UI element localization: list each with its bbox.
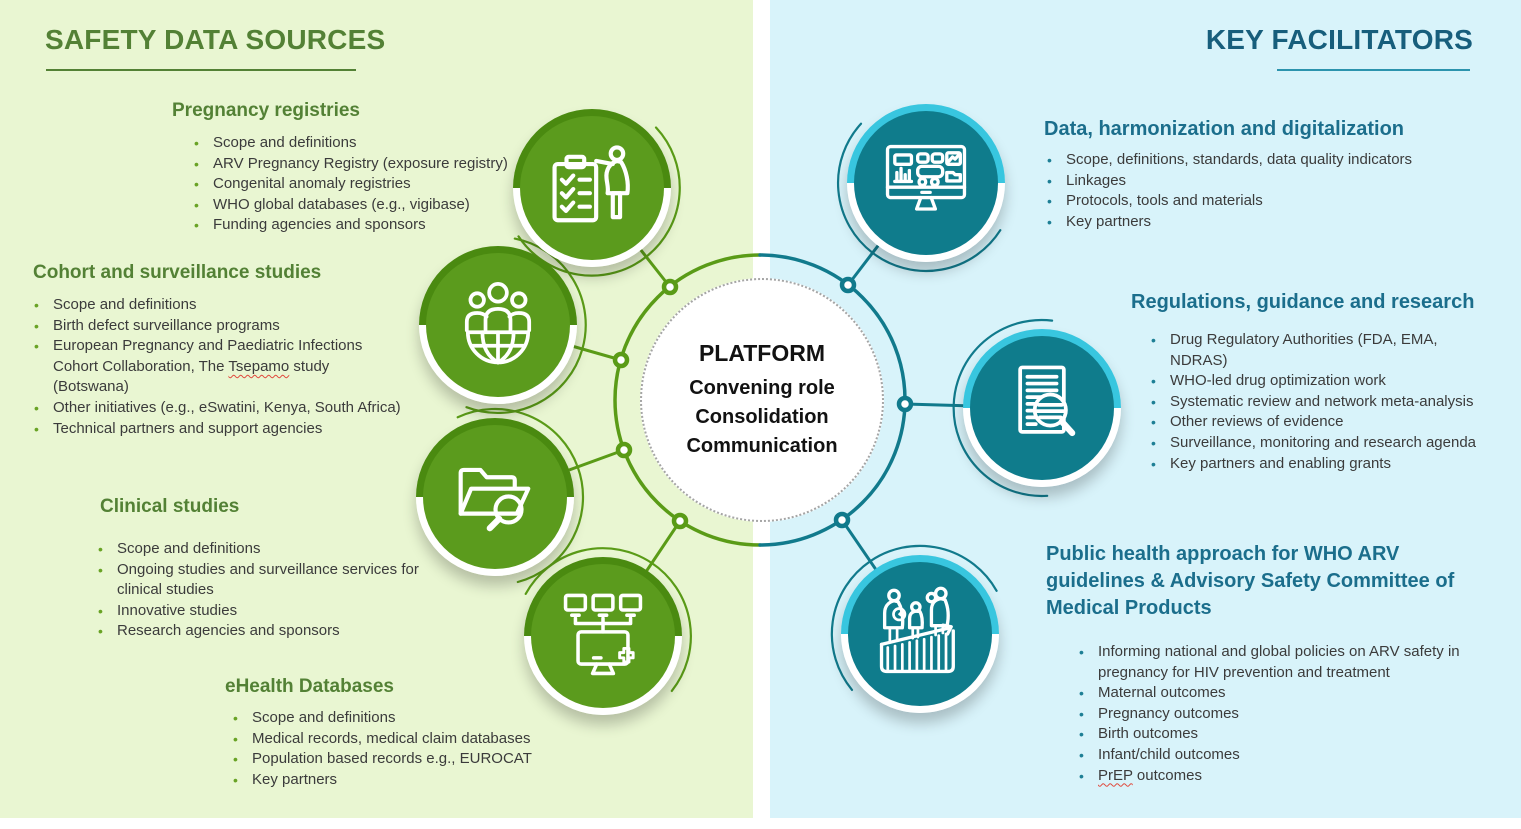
list-item: • ARV Pregnancy Registry (exposure registry): [193, 154, 533, 175]
bullet-list: [1046, 150, 1476, 232]
node-core: [970, 336, 1114, 480]
node-core: [423, 425, 567, 569]
list-item: • Scope and definitions: [33, 295, 405, 316]
list-item: • Systematic review and network meta-analysis: [1150, 392, 1497, 413]
node-core: [854, 111, 998, 255]
clinical-studies-node: [416, 418, 574, 576]
list-item: • WHO global databases (e.g., vigibase): [193, 195, 533, 216]
list-item: • Research agencies and sponsors: [97, 621, 427, 642]
list-item: • Key partners: [232, 770, 582, 791]
list-item: • Key partners: [1046, 212, 1476, 233]
dashboard-monitor-icon: [874, 131, 978, 235]
node-core: [520, 116, 664, 260]
list-item: • Scope, definitions, standards, data quality indicators: [1046, 150, 1476, 171]
platform-hub: [640, 278, 884, 522]
list-item: • Other initiatives (e.g., eSwatini, Kenya, South Africa): [33, 398, 405, 419]
list-item: • Population based records e.g., EUROCAT: [232, 749, 582, 770]
platform-title: PLATFORM: [698, 339, 826, 366]
list-item: • Surveillance, monitoring and research agenda: [1150, 433, 1497, 454]
misspelled-word: PrEP: [1098, 766, 1133, 784]
section-public-health-approach: [1046, 541, 1493, 786]
list-item: • Maternal outcomes: [1078, 683, 1493, 704]
list-item: • WHO-led drug optimization work: [1150, 371, 1497, 392]
text-fragment: outcomes: [1132, 766, 1202, 784]
list-item: • Birth defect surveillance programs: [33, 316, 405, 337]
list-item: [33, 336, 405, 398]
family-growth-chart-icon: [868, 582, 972, 686]
health-network-icon: [551, 584, 655, 688]
bullet-list: [193, 133, 533, 236]
regulations-node: [963, 329, 1121, 487]
bullet-list: [97, 539, 427, 642]
platform-line: Consolidation: [695, 405, 829, 428]
platform-line: Convening role: [689, 376, 835, 399]
bullet-list: [232, 708, 582, 790]
data-harmonization-node: [847, 104, 1005, 262]
clipboard-pregnancy-icon: [540, 136, 644, 240]
list-item: • Technical partners and support agencies: [33, 419, 405, 440]
section-heading: Pregnancy registries: [172, 100, 360, 121]
section-clinical-studies: [97, 495, 427, 642]
list-item: • Scope and definitions: [232, 708, 582, 729]
list-item: • Informing national and global policies on ARV safety in pregnancy for HIV prevention and treatment: [1078, 642, 1493, 683]
list-item: • Scope and definitions: [97, 539, 427, 560]
section-ehealth-databases: [225, 675, 582, 790]
list-item: • Other reviews of evidence: [1150, 412, 1497, 433]
node-core: [848, 562, 992, 706]
list-item: • Key partners and enabling grants: [1150, 454, 1497, 475]
section-cohort-surveillance: [33, 261, 405, 439]
community-globe-icon: [446, 273, 550, 377]
bullet-list: [1150, 330, 1497, 474]
section-heading: Regulations, guidance and research: [1131, 291, 1475, 313]
node-core: [426, 253, 570, 397]
list-item: • Medical records, medical claim databases: [232, 729, 582, 750]
section-heading: Data, harmonization and digitalization: [1044, 118, 1405, 140]
list-item: • Birth outcomes: [1078, 724, 1493, 745]
bullet-list: [33, 295, 405, 439]
list-item: • Infant/child outcomes: [1078, 745, 1493, 766]
list-item: • Protocols, tools and materials: [1046, 191, 1476, 212]
section-heading: Clinical studies: [100, 496, 240, 517]
bullet-list: [1078, 642, 1493, 786]
section-pregnancy-registries: [172, 99, 533, 236]
section-data-harmonization: [1046, 116, 1476, 232]
list-item: • Ongoing studies and surveillance services for clinical studies: [97, 560, 427, 601]
list-item: • Innovative studies: [97, 601, 427, 622]
list-item: • Funding agencies and sponsors: [193, 215, 533, 236]
list-item: • Drug Regulatory Authorities (FDA, EMA, NDRAS): [1150, 330, 1497, 371]
right-panel-title: KEY FACILITATORS: [1205, 24, 1473, 55]
list-item: • Linkages: [1046, 171, 1476, 192]
misspelled-word: Tsepamo: [228, 357, 290, 375]
cohort-studies-node: [419, 246, 577, 404]
list-item: • Congenital anomaly registries: [193, 174, 533, 195]
pregnancy-registries-node: [513, 109, 671, 267]
left-panel-title: SAFETY DATA SOURCES: [45, 24, 386, 55]
section-regulations-guidance: [1131, 289, 1497, 474]
document-search-icon: [990, 356, 1094, 460]
list-item: • Pregnancy outcomes: [1078, 704, 1493, 725]
text-fragment: study (Botswana): [53, 357, 330, 396]
list-item: [1078, 766, 1493, 787]
public-health-node: [841, 555, 999, 713]
section-heading: Cohort and surveillance studies: [33, 262, 322, 283]
list-item: • Scope and definitions: [193, 133, 533, 154]
section-heading: eHealth Databases: [225, 676, 394, 697]
folder-search-icon: [443, 445, 547, 549]
text-fragment: European Pregnancy and Paediatric Infections Cohort Collaboration, The: [53, 337, 363, 375]
platform-line: Communication: [686, 434, 838, 457]
section-heading: Public health approach for WHO ARV guidelines & Advisory Safety Committee of Medical Products: [1046, 543, 1455, 619]
